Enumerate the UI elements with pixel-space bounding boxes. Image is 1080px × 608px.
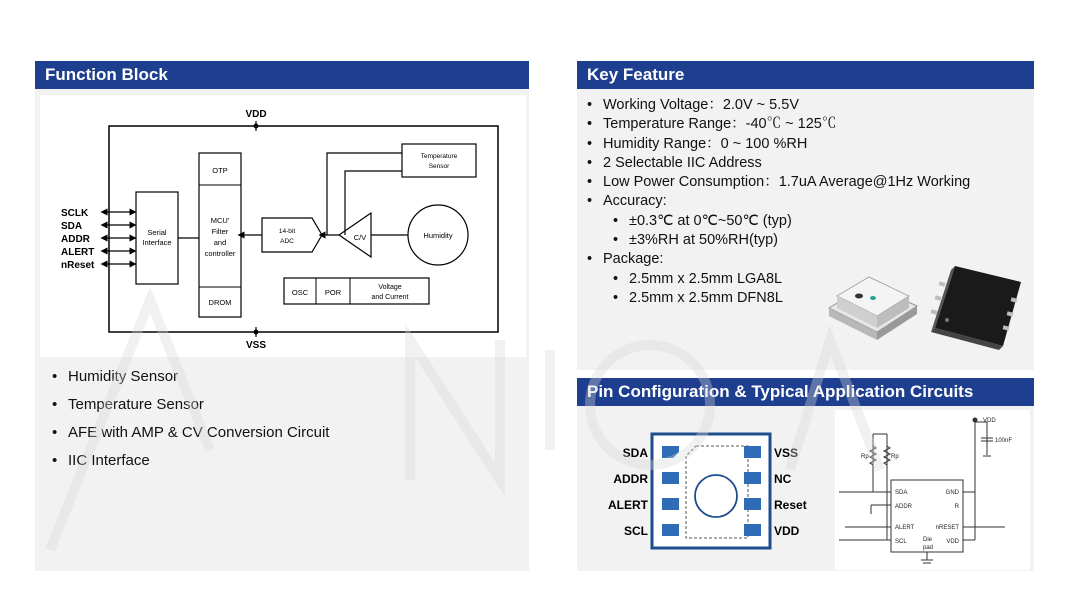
list-item: • ±0.3℃ at 0℃~50℃ (typ) xyxy=(613,212,970,231)
svg-text:VDD: VDD xyxy=(946,539,959,545)
svg-text:Humidity: Humidity xyxy=(423,231,453,240)
function-block-title: Function Block xyxy=(35,61,529,89)
pin-label-addr: ADDR xyxy=(61,234,90,245)
list-item: • Accuracy: xyxy=(587,192,970,211)
svg-text:Temperature: Temperature xyxy=(420,153,458,160)
vss-label: VSS xyxy=(245,340,267,351)
pin-label-sda: SDA xyxy=(61,221,83,232)
pin-nc-label: NC xyxy=(774,472,792,486)
pin-sda-label: SDA xyxy=(622,446,648,460)
pin-addr-label: ADDR xyxy=(613,472,648,486)
application-circuit-diagram xyxy=(835,410,1030,570)
pin-label-nreset: nReset xyxy=(61,260,95,271)
dfn-package-image xyxy=(925,262,1025,355)
svg-text:GND: GND xyxy=(945,490,959,496)
list-item: • Working Voltage：2.0V ~ 5.5V xyxy=(587,96,970,115)
list-item: • ±3%RH at 50%RH(typ) xyxy=(613,231,970,250)
svg-text:and: and xyxy=(213,238,227,247)
pin-reset-label: Reset xyxy=(774,498,807,512)
svg-text:14-bit: 14-bit xyxy=(278,228,296,235)
svg-text:Serial: Serial xyxy=(147,228,167,237)
svg-text:SDA: SDA xyxy=(895,490,908,496)
svg-text:Rp: Rp xyxy=(861,454,869,460)
list-item: • Package: xyxy=(587,250,970,269)
temperature-sensor-block xyxy=(402,144,476,177)
list-item: • Humidity Sensor xyxy=(52,368,329,396)
pin-configuration-diagram xyxy=(582,412,830,566)
pin-vss-label: VSS xyxy=(774,446,799,460)
svg-text:VDD: VDD xyxy=(983,418,996,424)
svg-text:Die: Die xyxy=(923,537,933,543)
pin-label-sclk: SCLK xyxy=(61,208,89,219)
svg-text:nRESET: nRESET xyxy=(935,525,959,531)
svg-text:R: R xyxy=(954,504,959,510)
list-item: • 2 Selectable IIC Address xyxy=(587,154,970,173)
pin-label-alert: ALERT xyxy=(61,247,95,258)
key-feature-title: Key Feature xyxy=(577,61,1034,89)
svg-text:100nF: 100nF xyxy=(995,438,1013,444)
svg-text:ADDR: ADDR xyxy=(895,504,913,510)
pin-config-title: Pin Configuration & Typical Application Circuits xyxy=(577,378,1034,406)
svg-text:and Current: and Current xyxy=(371,294,409,301)
function-block-diagram xyxy=(40,95,526,357)
list-item: • AFE with AMP & CV Conversion Circuit xyxy=(52,424,329,452)
function-bullet-list xyxy=(52,368,329,480)
drom-label: DROM xyxy=(208,298,232,307)
svg-text:Filter: Filter xyxy=(211,227,229,236)
list-item: • 2.5mm x 2.5mm DFN8L xyxy=(613,289,970,308)
svg-text:pad: pad xyxy=(923,545,934,551)
pin-alert-label: ALERT xyxy=(608,498,648,512)
svg-text:controller: controller xyxy=(204,249,236,258)
svg-text:OSC: OSC xyxy=(291,288,309,297)
svg-text:SCL: SCL xyxy=(895,539,907,545)
pin-scl-label: SCL xyxy=(624,524,648,538)
svg-text:ALERT: ALERT xyxy=(895,525,915,531)
vdd-label: VDD xyxy=(245,109,267,120)
list-item: • Temperature Sensor xyxy=(52,396,329,424)
svg-text:Rp: Rp xyxy=(891,454,899,460)
list-item: • Temperature Range：-40℃ ~ 125℃ xyxy=(587,115,970,134)
otp-label: OTP xyxy=(212,166,228,175)
svg-text:Sensor: Sensor xyxy=(428,163,450,170)
list-item: • 2.5mm x 2.5mm LGA8L xyxy=(613,270,970,289)
list-item: • IIC Interface xyxy=(52,452,329,480)
list-item: • Humidity Range：0 ~ 100 %RH xyxy=(587,135,970,154)
svg-text:POR: POR xyxy=(324,288,342,297)
svg-text:ADC: ADC xyxy=(280,238,294,245)
svg-text:C/V: C/V xyxy=(353,233,367,242)
svg-text:MCU': MCU' xyxy=(210,216,230,225)
svg-text:Interface: Interface xyxy=(142,238,172,247)
svg-text:Voltage: Voltage xyxy=(378,284,402,291)
lga-package-image xyxy=(825,268,920,345)
list-item: • Low Power Consumption：1.7uA Average@1Hz Working xyxy=(587,173,970,192)
adc-block xyxy=(262,218,322,252)
pin-vdd-label: VDD xyxy=(774,524,800,538)
